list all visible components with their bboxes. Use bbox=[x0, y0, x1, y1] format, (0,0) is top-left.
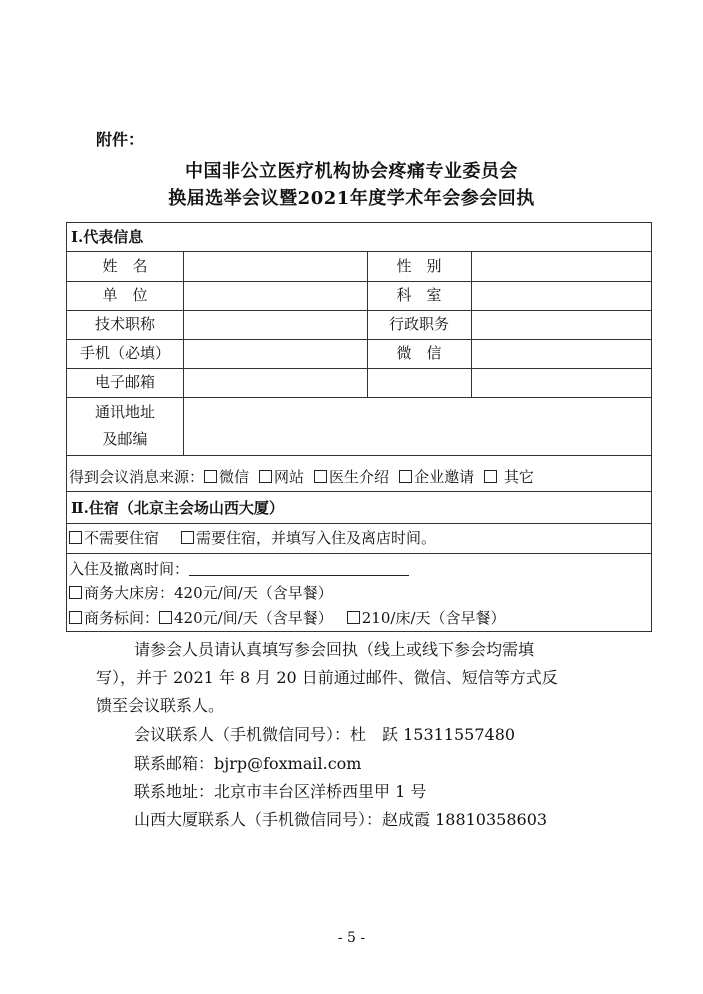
checkin-field[interactable] bbox=[189, 561, 409, 576]
gender-label: 性 别 bbox=[396, 257, 442, 275]
room-king-option[interactable]: 商务大床房：420元/间/天（含早餐） bbox=[69, 586, 333, 601]
checkin-row bbox=[69, 561, 409, 577]
attachment-label: 附件： bbox=[96, 130, 145, 149]
page-title-line1: 中国非公立医疗机构协会疼痛专业委员会 bbox=[185, 161, 518, 182]
wechat-field[interactable] bbox=[472, 340, 652, 368]
contact-person: 会议联系人（手机微信同号）：杜 跃 15311557480 bbox=[134, 725, 516, 744]
source-row bbox=[69, 470, 534, 485]
name-label: 姓 名 bbox=[102, 257, 148, 275]
unit-label: 单 位 bbox=[102, 286, 148, 304]
phone-label: 手机（必填） bbox=[79, 344, 170, 362]
address-label-line1: 通讯地址 bbox=[94, 403, 155, 421]
checkbox-icon bbox=[347, 611, 360, 624]
accommodation-row bbox=[69, 531, 436, 546]
room-twin-option-room[interactable]: 420元/间/天（含早餐） bbox=[159, 609, 333, 627]
section2-heading: Ⅱ.住宿（北京主会场山西大厦） bbox=[71, 499, 284, 517]
source-option-website[interactable]: 网站 bbox=[259, 468, 304, 486]
checkbox-icon bbox=[181, 531, 194, 544]
checkbox-icon bbox=[399, 470, 412, 483]
unit-field[interactable] bbox=[184, 282, 366, 310]
title-label: 技术职称 bbox=[94, 315, 155, 333]
dept-field[interactable] bbox=[472, 282, 652, 310]
admin-label: 行政职务 bbox=[388, 315, 449, 333]
source-option-doctor[interactable]: 医生介绍 bbox=[314, 468, 389, 486]
source-label: 得到会议消息来源： bbox=[69, 468, 205, 486]
dept-label: 科 室 bbox=[396, 286, 442, 304]
section1-heading: Ⅰ.代表信息 bbox=[71, 228, 144, 246]
note-line2: 写），并于 2021 年 8 月 20 日前通过邮件、微信、短信等方式反 bbox=[96, 668, 558, 687]
room-twin-label: 商务标间： bbox=[84, 609, 160, 627]
checkbox-icon bbox=[484, 470, 497, 483]
checkbox-icon bbox=[259, 470, 272, 483]
name-field[interactable] bbox=[184, 252, 366, 280]
title-field[interactable] bbox=[184, 311, 366, 339]
email-label: 电子邮箱 bbox=[94, 373, 155, 391]
email-field-extra[interactable] bbox=[368, 369, 652, 397]
page-number: - 5 - bbox=[337, 930, 366, 946]
room-twin-row bbox=[69, 611, 506, 626]
checkin-label: 入住及撤离时间： bbox=[69, 560, 190, 578]
note-line1: 请参会人员请认真填写参会回执（线上或线下参会均需填 bbox=[134, 640, 535, 659]
page-title-line2: 换届选举会议暨2021年度学术年会参会回执 bbox=[168, 188, 535, 209]
option-need-accommodation[interactable]: 需要住宿，并填写入住及离店时间。 bbox=[181, 529, 436, 547]
option-no-accommodation[interactable]: 不需要住宿 bbox=[69, 529, 159, 547]
room-twin-option-bed[interactable]: 210/床/天（含早餐） bbox=[347, 609, 506, 627]
gender-field[interactable] bbox=[472, 252, 652, 280]
source-option-enterprise[interactable]: 企业邀请 bbox=[399, 468, 474, 486]
registration-form bbox=[66, 222, 652, 632]
checkbox-icon bbox=[314, 470, 327, 483]
phone-field[interactable] bbox=[184, 340, 366, 368]
contact-address: 联系地址：北京市丰台区洋桥西里甲 1 号 bbox=[134, 782, 427, 801]
admin-field[interactable] bbox=[472, 311, 652, 339]
wechat-label: 微 信 bbox=[396, 344, 442, 362]
address-field[interactable] bbox=[184, 398, 652, 454]
checkbox-icon[interactable] bbox=[69, 611, 82, 624]
source-option-wechat[interactable]: 微信 bbox=[204, 468, 249, 486]
checkbox-icon bbox=[159, 611, 172, 624]
checkbox-icon bbox=[204, 470, 217, 483]
email-field[interactable] bbox=[184, 369, 366, 397]
source-option-other[interactable]: 其它 bbox=[484, 468, 534, 486]
contact-email: 联系邮箱：bjrp@foxmail.com bbox=[134, 754, 362, 773]
hotel-contact: 山西大厦联系人（手机微信同号）：赵成霞 18810358603 bbox=[134, 810, 548, 829]
note-line3: 馈至会议联系人。 bbox=[96, 696, 225, 715]
address-label-line2: 及邮编 bbox=[102, 430, 148, 448]
checkbox-icon bbox=[69, 586, 82, 599]
checkbox-icon bbox=[69, 531, 82, 544]
